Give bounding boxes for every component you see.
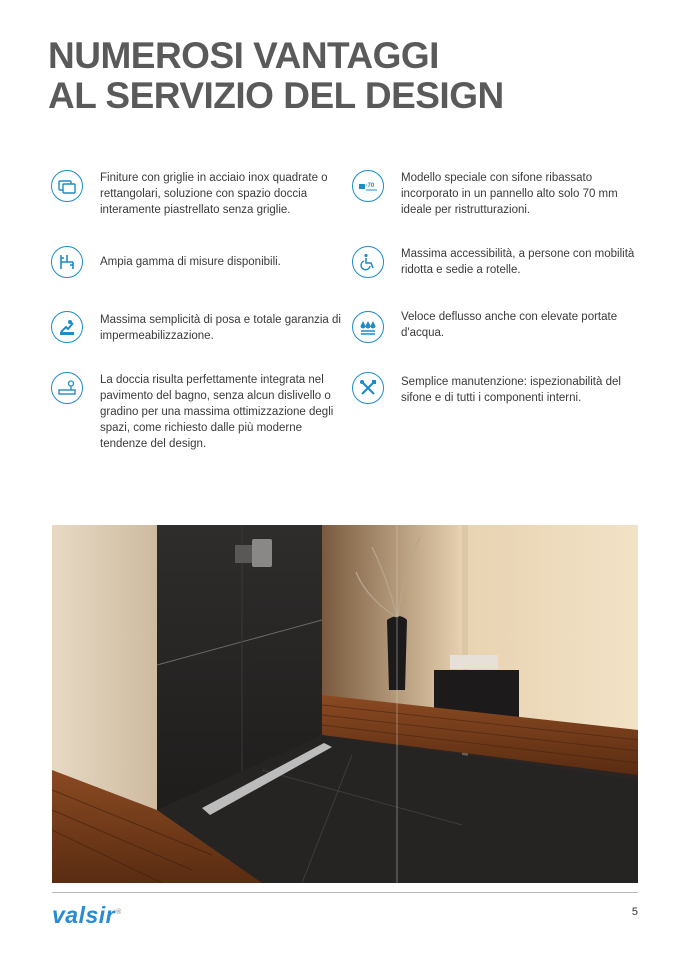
feature-text: Finiture con griglie in acciaio inox quadrate o rettangolari, soluzione con spazio doccia interamente piastrellato senza griglie. [100, 172, 328, 216]
feature-floor-integration [51, 372, 341, 452]
footer-divider [52, 892, 638, 893]
page-title-line-2: AL SERVIZIO DEL DESIGN [48, 75, 504, 116]
bathroom-shower-photo [52, 525, 638, 883]
feature-maintenance [352, 372, 642, 406]
feature-text: Massima accessibilità, a persone con mobilità ridotta e sedie a rotelle. [401, 248, 635, 276]
sizes-icon [51, 246, 83, 278]
wheelchair-icon [352, 246, 384, 278]
registered-mark-icon: ® [116, 909, 122, 917]
feature-text: Massima semplicità di posa e totale garanzia di impermeabilizzazione. [100, 314, 341, 342]
feature-text: Modello speciale con sifone ribassato incorporato in un pannello alto solo 70 mm ideale per ristrutturazioni. [401, 172, 618, 216]
tools-icon [352, 372, 384, 404]
page-title [48, 36, 504, 116]
page-number: 5 [631, 906, 638, 918]
feature-grilles [51, 170, 341, 218]
valsir-logo [52, 902, 122, 929]
page-title-line-1: NUMEROSI VANTAGGI [48, 35, 439, 76]
feature-text: Ampia gamma di misure disponibili. [100, 256, 281, 268]
feature-water-flow [352, 311, 642, 343]
low-siphon-icon-label: -70 [365, 183, 375, 189]
grille-icon [51, 170, 83, 202]
floor-integration-icon [51, 372, 83, 404]
feature-sizes [51, 246, 341, 278]
waterproofing-icon [51, 311, 83, 343]
feature-waterproofing [51, 311, 341, 344]
feature-text: La doccia risulta perfettamente integrata nel pavimento del bagno, senza alcun dislivello o gradino per una massima ottimizzazione degli spazi, come richiesto dalle più moderne tendenze del design. [100, 374, 334, 450]
feature-accessibility [352, 246, 642, 278]
feature-text: Veloce deflusso anche con elevate portate d'acqua. [401, 311, 618, 339]
feature-low-siphon [352, 170, 642, 218]
feature-text: Semplice manutenzione: ispezionabilità del sifone e di tutti i componenti interni. [401, 376, 621, 404]
water-drops-icon [352, 311, 384, 343]
low-siphon-icon [352, 170, 384, 202]
logo-text: valsir [52, 902, 116, 928]
